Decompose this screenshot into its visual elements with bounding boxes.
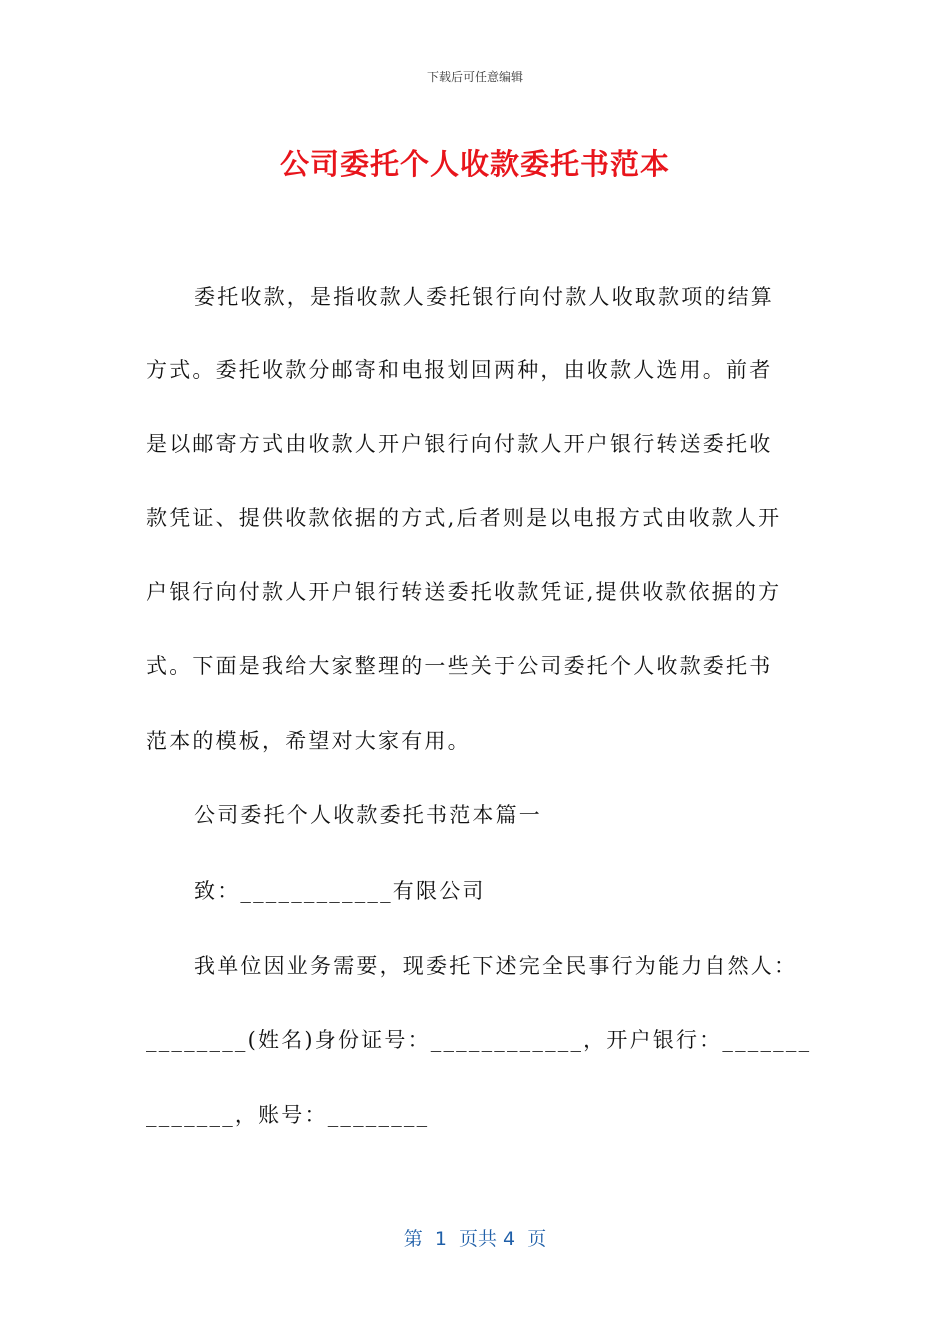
paragraph-line: 范本的模板，希望对大家有用。 <box>146 729 471 753</box>
paragraph-line: 方式。委托收款分邮寄和电报划回两种，由收款人选用。前者 <box>146 358 773 382</box>
paragraph-line: 款凭证、提供收款依据的方式,后者则是以电报方式由收款人开 <box>146 506 782 530</box>
paragraph-line: 户银行向付款人开户银行转送委托收款凭证,提供收款依据的方 <box>146 580 782 604</box>
paragraph-line: 委托收款，是指收款人委托银行向付款人收取款项的结算 <box>194 285 774 309</box>
page-number: 第 1 页共 4 页 <box>403 1228 547 1250</box>
form-line: ________(姓名)身份证号：____________，开户银行：_______ <box>146 1028 812 1052</box>
body-line: 我单位因业务需要，现委托下述完全民事行为能力自然人： <box>194 954 798 978</box>
section-heading: 公司委托个人收款委托书范本篇一 <box>194 803 542 827</box>
document-title: 公司委托个人收款委托书范本 <box>279 147 670 181</box>
header-note: 下载后可任意编辑 <box>426 70 523 84</box>
salutation-line: 致：____________有限公司 <box>194 879 486 903</box>
form-line: _______，账号：________ <box>146 1103 430 1127</box>
paragraph-line: 式。下面是我给大家整理的一些关于公司委托个人收款委托书 <box>146 654 773 678</box>
paragraph-line: 是以邮寄方式由收款人开户银行向付款人开户银行转送委托收 <box>146 432 773 456</box>
